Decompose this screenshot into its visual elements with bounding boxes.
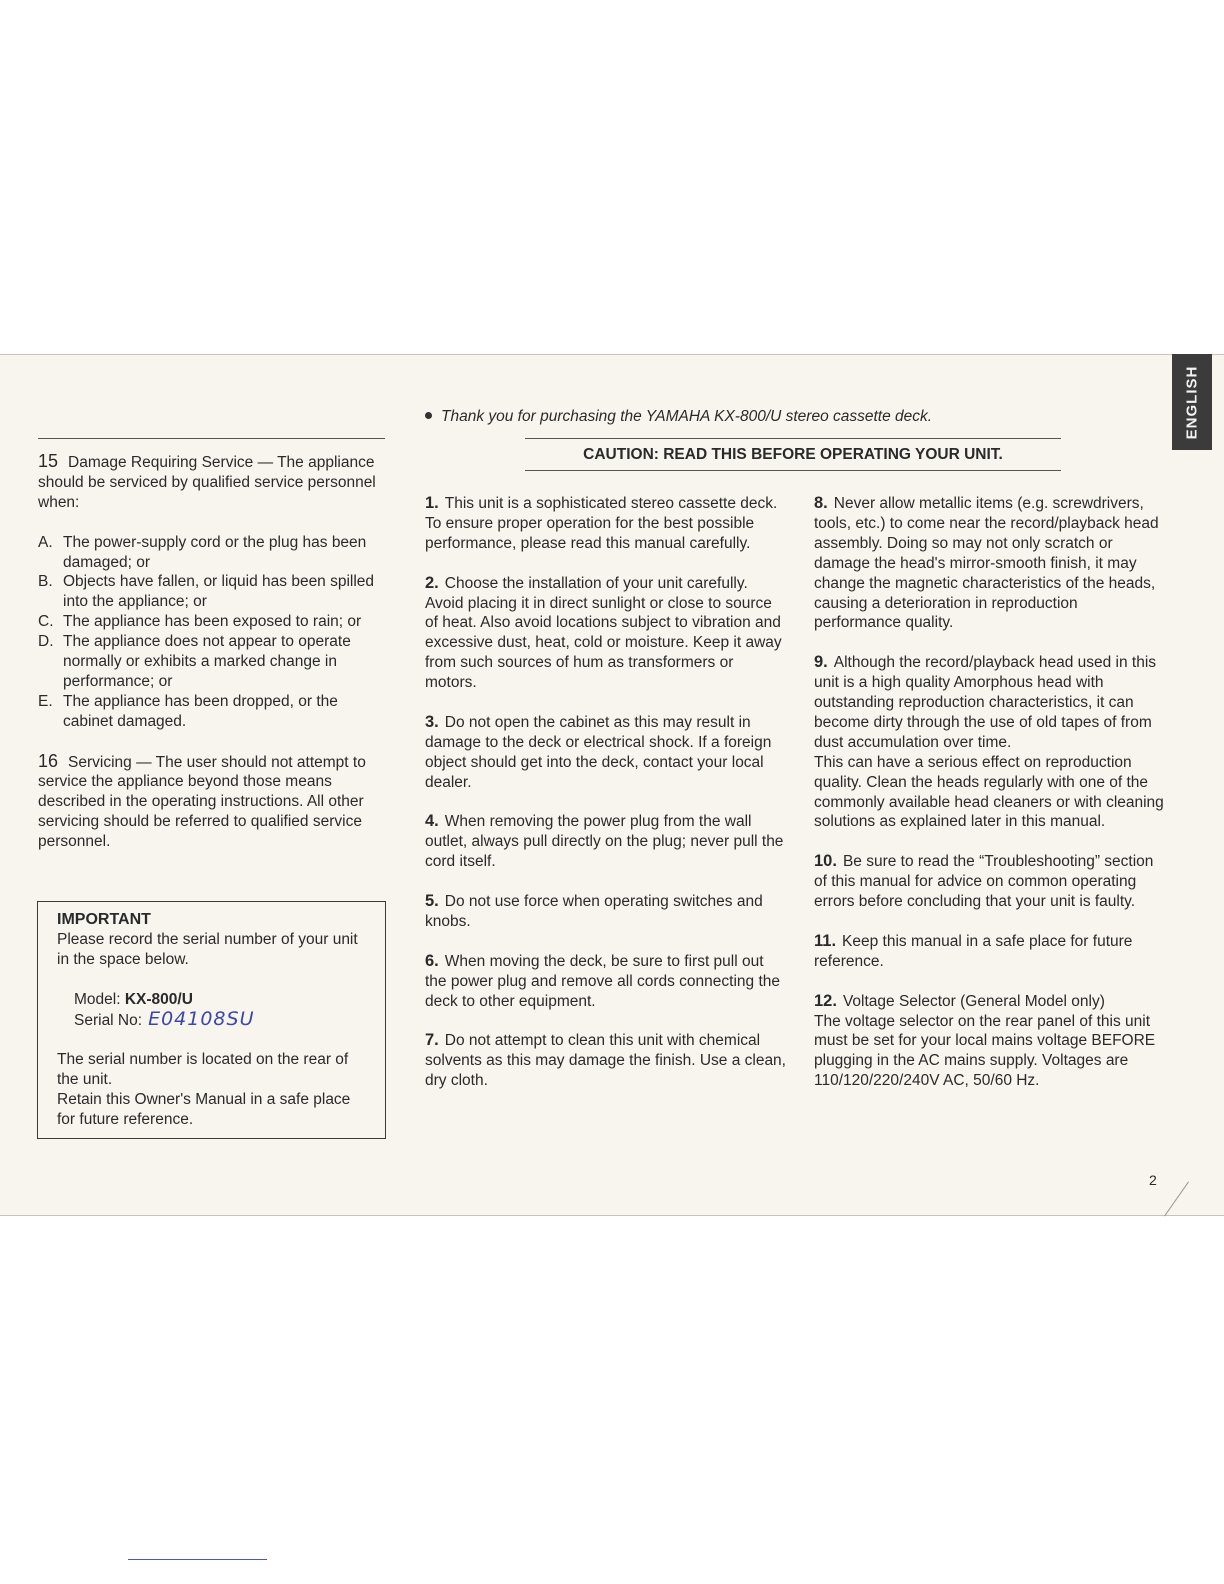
right-column: [814, 494, 1166, 1111]
item-16: [38, 752, 388, 853]
item-number: 2.: [425, 573, 439, 592]
caution-item-11: [814, 932, 1166, 972]
list-text: The appliance has been exposed to rain; or: [63, 613, 362, 631]
item-15: [38, 452, 388, 513]
item-text: Do not open the cabinet as this may result in damage to the deck or electrical shock. If a foreign object should get into the deck, contact your local dealer.: [425, 713, 772, 791]
item-text-continued: This can have a serious effect on reproduction quality. Clean the heads regularly with one of the commonly available head cleaners or with cleaning solutions as explained later in this manual.: [814, 753, 1164, 831]
item-text: When moving the deck, be sure to first pull out the power plug and remove all cords connecting the deck to other equipment.: [425, 952, 780, 1010]
item-text: Choose the installation of your unit carefully. Avoid placing it in direct sunlight or close to source of heat. Also avoid locations subject to vibration and excessive dust, heat, cold or moisture. Keep it away from such sources of hum as transformers or motors.: [425, 574, 782, 692]
item-text: Never allow metallic items (e.g. screwdrivers, tools, etc.) to come near the record/playback head assembly. Doing so may not only scratch or damage the head's mirror-smooth finish, it may change the magnetic characteristics of the heads, causing a deterioration in reproduction performance quality.: [814, 495, 1159, 632]
item-number: 1.: [425, 494, 439, 512]
list-item: [38, 632, 388, 692]
footer-link-underline: [128, 1559, 267, 1560]
service-conditions-list: [38, 533, 388, 732]
left-column: [38, 452, 388, 872]
item-text: When removing the power plug from the wall outlet, always pull directly on the plug; never pull the cord itself.: [425, 813, 784, 871]
page-number: 2: [1149, 1172, 1157, 1188]
model-serial-block: [74, 990, 366, 1031]
serial-label: Serial No:: [74, 1011, 143, 1029]
item-text: Damage Requiring Service — The appliance should be serviced by qualified service personnel when:: [38, 454, 376, 511]
list-letter: C.: [38, 613, 54, 631]
list-letter: E.: [38, 692, 53, 710]
caution-item-5: [425, 892, 787, 932]
caution-item-7: [425, 1031, 787, 1091]
item-text: This unit is a sophisticated stereo cassette deck. To ensure proper operation for the best possible performance, please read this manual carefully.: [425, 495, 778, 552]
list-item: [38, 572, 388, 612]
bullet-icon: [425, 412, 432, 419]
item-text: Servicing — The user should not attempt to service the appliance beyond those means described in the operating instructions. All other servicing should be referred to qualified service personnel.: [38, 753, 366, 851]
caution-item-4: [425, 812, 787, 872]
caution-item-6: [425, 952, 787, 1012]
important-note-location: The serial number is located on the rear of the unit.: [57, 1051, 349, 1089]
language-tab: [1172, 354, 1212, 450]
item-number: 6.: [425, 951, 439, 970]
middle-column: [425, 494, 787, 1111]
item-text: Do not attempt to clean this unit with chemical solvents as this may damage the finish. Use a clean, dry cloth.: [425, 1032, 786, 1090]
item-number: 9.: [814, 653, 828, 672]
caution-item-2: [425, 574, 787, 693]
language-tab-label: ENGLISH: [1183, 365, 1201, 439]
caution-item-10: [814, 852, 1166, 912]
model-label: Model:: [74, 990, 121, 1008]
serial-line: [74, 1007, 366, 1031]
item-text: Keep this manual in a safe place for future reference.: [814, 932, 1133, 970]
caution-item-12: [814, 992, 1166, 1092]
thanks-line: [425, 407, 932, 427]
list-text: The power-supply cord or the plug has been damaged; or: [63, 533, 367, 571]
item-text: Do not use force when operating switches and knobs.: [425, 893, 763, 930]
list-text: Objects have fallen, or liquid has been spilled into the appliance; or: [63, 573, 375, 611]
caution-heading: CAUTION: READ THIS BEFORE OPERATING YOUR UNIT.: [583, 446, 1003, 463]
important-box: [37, 901, 386, 1139]
item-text: Be sure to read the “Troubleshooting” section of this manual for advice on common operating errors before concluding that your unit is faulty.: [814, 853, 1154, 911]
item-number: 16: [38, 750, 59, 771]
item-number: 8.: [814, 494, 828, 512]
list-letter: B.: [38, 573, 53, 591]
list-letter: D.: [38, 633, 54, 651]
list-item: [38, 692, 388, 732]
caution-item-3: [425, 713, 787, 793]
important-note-retain: Retain this Owner's Manual in a safe place for future reference.: [57, 1091, 351, 1129]
caution-rule-bottom: [525, 470, 1061, 471]
item-number: 7.: [425, 1031, 439, 1050]
list-text: The appliance does not appear to operate normally or exhibits a marked change in performance; or: [63, 633, 351, 690]
model-line: [74, 990, 366, 1010]
item-text: The voltage selector on the rear panel of this unit must be set for your local mains voltage BEFORE plugging in the AC mains supply. Voltages are 110/120/220/240V AC, 50/60 Hz.: [814, 1012, 1156, 1090]
caution-rule-top: [525, 438, 1061, 439]
item-text: Although the record/playback head used in this unit is a high quality Amorphous head with outstanding reproduction characteristics, it can become dirty through the use of old tapes of from dust accumulation over time.: [814, 654, 1157, 751]
item-number: 12.: [814, 991, 837, 1010]
model-value: KX-800/U: [124, 990, 193, 1008]
item-title: Voltage Selector (General Model only): [842, 992, 1105, 1010]
important-heading: IMPORTANT: [57, 911, 151, 928]
left-column-rule: [38, 438, 385, 439]
item-number: 15: [38, 451, 59, 471]
item-number: 11.: [814, 931, 837, 950]
item-number: 3.: [425, 712, 439, 731]
list-letter: A.: [38, 533, 53, 551]
caution-item-8: [814, 494, 1166, 633]
list-item: [38, 612, 388, 632]
list-text: The appliance has been dropped, or the cabinet damaged.: [63, 692, 338, 730]
item-number: 4.: [425, 812, 439, 831]
item-number: 5.: [425, 892, 439, 911]
caution-item-9: [814, 653, 1166, 832]
important-intro: Please record the serial number of your unit in the space below.: [57, 930, 358, 968]
item-number: 10.: [814, 852, 837, 871]
list-item: [38, 533, 388, 573]
caution-item-1: [425, 494, 787, 554]
thanks-text: Thank you for purchasing the YAMAHA KX-800/U stereo cassette deck.: [441, 408, 933, 425]
serial-value-handwritten: E04108SU: [148, 1007, 255, 1030]
